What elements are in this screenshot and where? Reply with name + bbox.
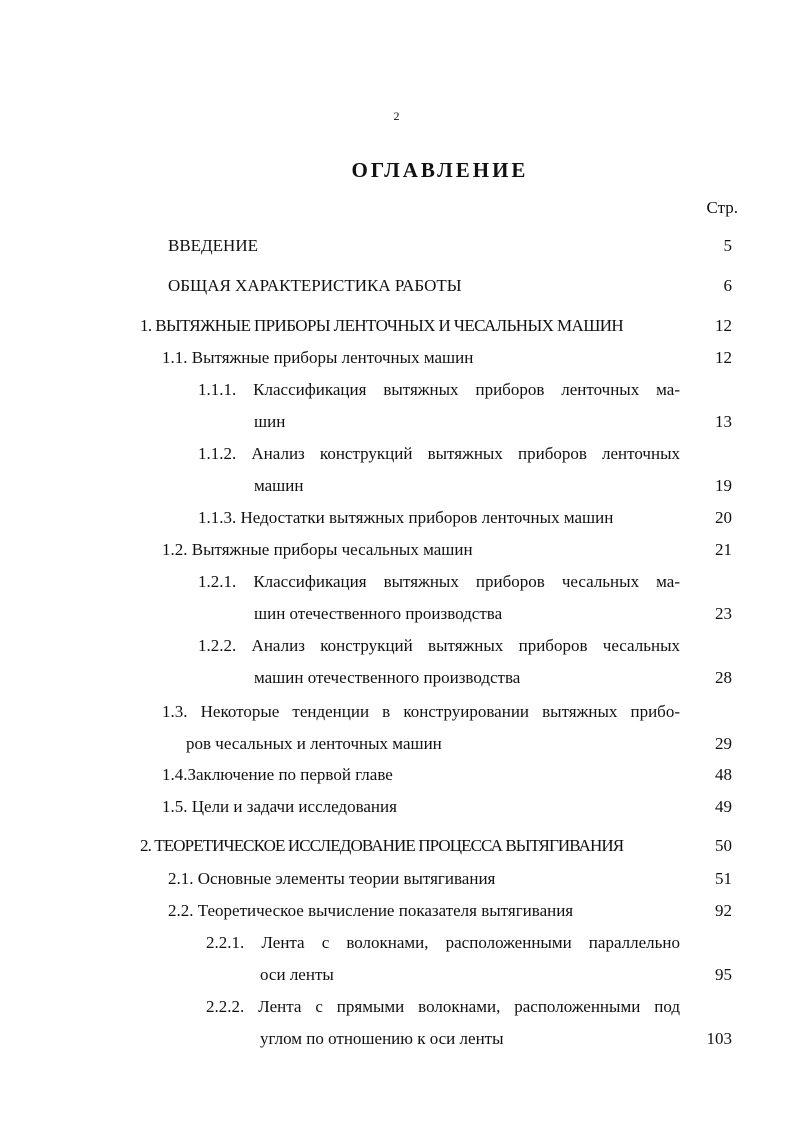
toc-entry-text: 2. ТЕОРЕТИЧЕСКОЕ ИССЛЕДОВАНИЕ ПРОЦЕССА ВЫТЯГИВАНИЯ	[140, 836, 624, 855]
toc-entry-text: 2.2. Теоретическое вычисление показателя вытягивания	[168, 901, 574, 920]
toc-entry-page: 5	[723, 236, 732, 255]
toc-entry-text: 2.2.1. Лента с волокнами, расположенными параллельно	[206, 933, 680, 952]
toc-entry-page: 103	[706, 1029, 732, 1048]
toc-entry-text: 1.1.2. Анализ конструкций вытяжных приборов ленточных	[198, 444, 680, 463]
toc-entry-page: 21	[715, 540, 732, 559]
toc-entry-text: 1. ВЫТЯЖНЫЕ ПРИБОРЫ ЛЕНТОЧНЫХ И ЧЕСАЛЬНЫХ МАШИН	[140, 316, 624, 335]
toc-entry-1-1-2	[198, 442, 680, 466]
toc-entry-text-cont: машин	[254, 476, 304, 495]
toc-entry-text: 1.4.Заключение по первой главе	[162, 765, 393, 784]
toc-entry-page: 12	[715, 316, 732, 335]
toc-entry-page: 51	[715, 869, 732, 888]
toc-entry-text: 1.2.2. Анализ конструкций вытяжных приборов чесальных	[198, 636, 680, 655]
toc-entry-text: 1.2. Вытяжные приборы чесальных машин	[162, 540, 473, 559]
page-number: 2	[393, 109, 400, 123]
toc-title: ОГЛАВЛЕНИЕ	[351, 158, 529, 182]
toc-entry-1-1-1	[198, 378, 680, 402]
toc-entry-page: 23	[715, 604, 732, 623]
toc-entry-text: 1.1.3. Недостатки вытяжных приборов ленточных машин	[198, 508, 614, 527]
toc-entry-text: 1.2.1. Классификация вытяжных приборов чесальных ма-	[198, 572, 680, 591]
toc-entry-text: 1.1.1. Классификация вытяжных приборов ленточных ма-	[198, 380, 680, 399]
pages-column-header: Стр.	[706, 198, 738, 217]
toc-entry-page: 12	[715, 348, 732, 367]
toc-entry-text: 1.1. Вытяжные приборы ленточных машин	[162, 348, 474, 367]
toc-entry-text-cont: шин отечественного производства	[254, 604, 503, 623]
toc-entry-page: 6	[723, 276, 732, 295]
toc-entry-page: 48	[715, 765, 732, 784]
toc-entry-page: 49	[715, 797, 732, 816]
toc-entry-1-2-2	[198, 634, 680, 658]
toc-entry-page: 20	[715, 508, 732, 527]
toc-entry-page: 28	[715, 668, 732, 687]
toc-entry-text-cont: машин отечественного производства	[254, 668, 521, 687]
toc-entry-text-cont: ров чесальных и ленточных машин	[186, 734, 442, 753]
toc-entry-text: ОБЩАЯ ХАРАКТЕРИСТИКА РАБОТЫ	[168, 276, 462, 295]
toc-entry-text-cont: углом по отношению к оси ленты	[260, 1029, 504, 1048]
toc-entry-page: 19	[715, 476, 732, 495]
toc-entry-text-cont: оси ленты	[260, 965, 334, 984]
toc-entry-page: 13	[715, 412, 732, 431]
toc-entry-page: 50	[715, 836, 732, 855]
toc-entry-text: 1.5. Цели и задачи исследования	[162, 797, 397, 816]
toc-entry-text: 2.2.2. Лента с прямыми волокнами, расположенными под	[206, 997, 680, 1016]
toc-entry-text: ВВЕДЕНИЕ	[168, 236, 258, 255]
toc-entry-page: 95	[715, 965, 732, 984]
toc-entry-text: 2.1. Основные элементы теории вытягивания	[168, 869, 496, 888]
toc-entry-text-cont: шин	[254, 412, 286, 431]
toc-entry-page: 29	[715, 734, 732, 753]
toc-entry-2-2-1	[206, 931, 680, 955]
toc-entry-1-2-1	[198, 570, 680, 594]
toc-entry-2-2-2	[206, 995, 680, 1019]
toc-entry-page: 92	[715, 901, 732, 920]
toc-entry-text: 1.3. Некоторые тенденции в конструировании вытяжных прибо-	[162, 702, 680, 721]
toc-entry-1-3	[162, 700, 680, 724]
